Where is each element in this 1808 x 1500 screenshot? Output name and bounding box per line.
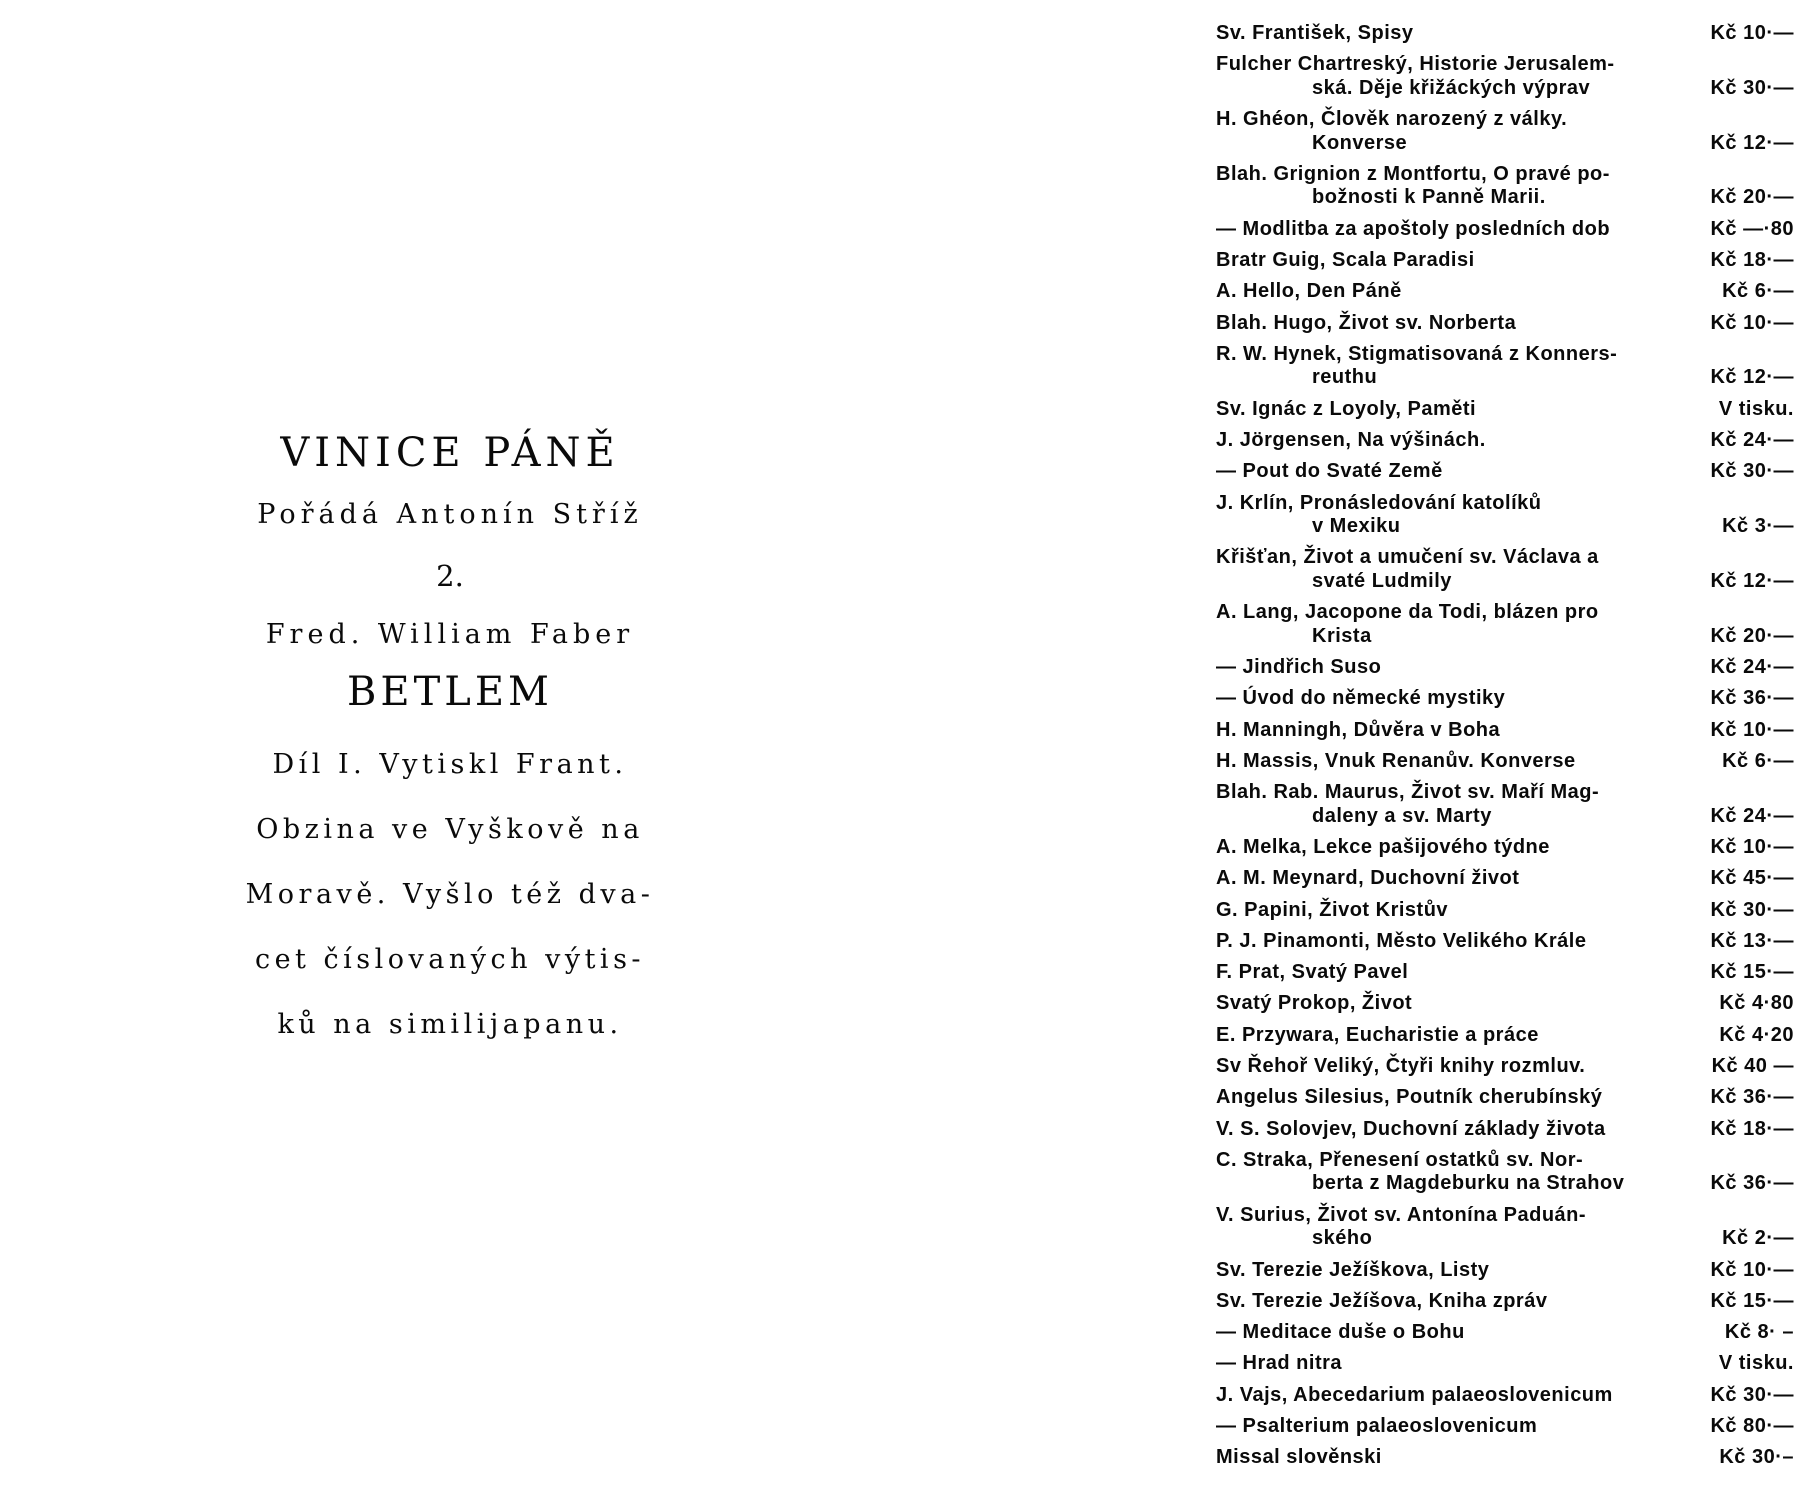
- book-entry-line: A. Lang, Jacopone da Todi, blázen pro: [1216, 601, 1599, 624]
- book-entry-title: [1216, 280, 1402, 304]
- book-entry-line: J. Krlín, Pronásledování katolíků: [1216, 491, 1542, 514]
- book-entry-title: [1216, 1384, 1613, 1408]
- book-entry-title: [1216, 961, 1408, 985]
- book-author: Fred. William Faber: [265, 619, 635, 650]
- book-entry-line: Blah. Hugo, Život sv. Norberta: [1216, 311, 1517, 334]
- book-entry-price: Kč 20·—: [1710, 624, 1794, 647]
- book-entry-price: Kč 30·–: [1719, 1446, 1794, 1469]
- book-list-entry: [1216, 163, 1794, 210]
- book-entry-line: ská. Děje křižáckých výprav: [1312, 76, 1591, 99]
- book-entry-price: V tisku.: [1718, 1352, 1794, 1375]
- book-entry-price: Kč 10·—: [1710, 718, 1794, 741]
- book-entry-title: [1216, 343, 1617, 390]
- book-entry-price: Kč 12·—: [1710, 366, 1794, 389]
- book-entry-line: v Mexiku: [1312, 515, 1401, 538]
- book-entry-line: berta z Magdeburku na Strahov: [1312, 1172, 1625, 1195]
- book-entry-title: [1216, 460, 1443, 484]
- book-list-entry: [1216, 218, 1794, 242]
- book-list-entry: [1216, 492, 1794, 539]
- book-entry-price: Kč 30·—: [1710, 76, 1794, 99]
- book-entry-title: [1216, 1321, 1465, 1345]
- book-list-entry: [1216, 1384, 1794, 1408]
- book-entry-price: Kč 13·—: [1710, 929, 1794, 952]
- book-list-entry: [1216, 1290, 1794, 1314]
- series-title: VINICE PÁNĚ: [280, 430, 620, 476]
- book-entry-title: [1216, 867, 1519, 891]
- book-entry-line: Missal slověnski: [1216, 1446, 1382, 1469]
- book-list-entry: [1216, 867, 1794, 891]
- book-entry-title: [1216, 398, 1476, 422]
- book-entry-title: [1216, 930, 1586, 954]
- book-list-entry: [1216, 899, 1794, 923]
- book-entry-title: [1216, 1415, 1537, 1439]
- book-list-entry: [1216, 836, 1794, 860]
- book-entry-price: Kč 18·—: [1710, 248, 1794, 271]
- book-entry-line: F. Prat, Svatý Pavel: [1216, 961, 1409, 984]
- colophon-line: Díl I. Vytiskl Frant.: [272, 749, 628, 780]
- book-entry-line: H. Manningh, Důvěra v Boha: [1216, 718, 1501, 741]
- book-title: BETLEM: [347, 669, 553, 715]
- book-entry-title: [1216, 1204, 1586, 1251]
- book-entry-price: Kč 30·—: [1710, 1383, 1794, 1406]
- book-entry-line: reuthu: [1312, 366, 1378, 389]
- book-entry-price: Kč 8· –: [1724, 1321, 1794, 1344]
- book-entry-title: [1216, 750, 1576, 774]
- book-list-entry: [1216, 781, 1794, 828]
- book-entry-line: H. Ghéon, Člověk narozený z války.: [1216, 108, 1568, 131]
- book-entry-line: H. Massis, Vnuk Renanův. Konverse: [1216, 749, 1576, 772]
- book-entry-price: Kč 24·—: [1710, 804, 1794, 827]
- book-entry-title: [1216, 1055, 1585, 1079]
- book-entry-price: Kč 15·—: [1710, 1289, 1794, 1312]
- book-entry-line: V. Surius, Život sv. Antonína Paduán-: [1216, 1203, 1587, 1226]
- book-entry-line: Sv. František, Spisy: [1216, 22, 1414, 44]
- book-list-entry: [1216, 1086, 1794, 1110]
- book-list-entry: [1216, 1352, 1794, 1376]
- book-list-entry: [1216, 1204, 1794, 1251]
- book-list-entry: [1216, 1446, 1794, 1470]
- book-list: [1216, 22, 1794, 1478]
- book-entry-title: [1216, 1086, 1602, 1110]
- book-entry-line: J. Jörgensen, Na výšinách.: [1216, 428, 1486, 451]
- book-entry-title: [1216, 429, 1486, 453]
- book-entry-price: Kč 12·—: [1710, 131, 1794, 154]
- book-list-entry: [1216, 930, 1794, 954]
- book-entry-title: [1216, 546, 1599, 593]
- volume-number: 2.: [436, 559, 464, 593]
- book-list-entry: [1216, 460, 1794, 484]
- colophon-line: Moravě. Vyšlo též dva-: [245, 879, 655, 910]
- book-list-entry: [1216, 546, 1794, 593]
- book-list-entry: [1216, 249, 1794, 273]
- book-entry-line: Angelus Silesius, Poutník cherubínský: [1216, 1086, 1603, 1109]
- book-list-entry: [1216, 1024, 1794, 1048]
- colophon-line: Obzina ve Vyškově na: [256, 814, 644, 845]
- book-entry-price: Kč 10·—: [1710, 1258, 1794, 1281]
- book-entry-title: [1216, 163, 1610, 210]
- book-entry-line: A. Melka, Lekce pašijového týdne: [1216, 835, 1550, 858]
- book-entry-title: [1216, 53, 1615, 100]
- book-entry-line: Křišťan, Život a umučení sv. Václava a: [1216, 546, 1599, 569]
- book-list-entry: [1216, 343, 1794, 390]
- book-entry-price: Kč 6·—: [1722, 280, 1794, 303]
- book-entry-title: [1216, 312, 1516, 336]
- book-entry-line: Blah. Rab. Maurus, Život sv. Maří Mag-: [1216, 781, 1600, 804]
- book-entry-line: A. M. Meynard, Duchovní život: [1216, 867, 1520, 890]
- book-list-entry: [1216, 53, 1794, 100]
- book-entry-price: Kč 18·—: [1710, 1117, 1794, 1140]
- book-entry-line: Blah. Grignion z Montfortu, O pravé po-: [1216, 162, 1610, 185]
- book-entry-title: [1216, 1446, 1382, 1470]
- book-list-entry: [1216, 312, 1794, 336]
- book-entry-line: — Úvod do německé mystiky: [1216, 687, 1506, 710]
- book-entry-line: P. J. Pinamonti, Město Velikého Krále: [1216, 929, 1587, 952]
- book-list-entry: [1216, 1415, 1794, 1439]
- book-entry-title: [1216, 1259, 1489, 1283]
- book-entry-line: V. S. Solovjev, Duchovní základy života: [1216, 1117, 1606, 1140]
- book-entry-line: — Hrad nitra: [1216, 1352, 1343, 1375]
- book-entry-title: [1216, 22, 1414, 46]
- book-entry-line: Krista: [1312, 624, 1372, 647]
- book-entry-price: Kč 40 —: [1711, 1055, 1794, 1078]
- book-list-entry: [1216, 687, 1794, 711]
- book-list-entry: [1216, 992, 1794, 1016]
- book-entry-line: G. Papini, Život Kristův: [1216, 898, 1449, 921]
- book-entry-price: Kč 10·—: [1710, 311, 1794, 334]
- book-list-entry: [1216, 961, 1794, 985]
- book-list-entry: [1216, 429, 1794, 453]
- book-entry-title: [1216, 687, 1505, 711]
- book-list-entry: [1216, 750, 1794, 774]
- book-entry-line: Bratr Guig, Scala Paradisi: [1216, 248, 1475, 271]
- book-entry-line: R. W. Hynek, Stigmatisovaná z Konners-: [1216, 342, 1618, 365]
- book-entry-title: [1216, 781, 1599, 828]
- book-entry-price: Kč 24·—: [1710, 655, 1794, 678]
- book-entry-price: Kč 30·—: [1710, 460, 1794, 483]
- book-list-entry: [1216, 398, 1794, 422]
- book-entry-price: V tisku.: [1718, 397, 1794, 420]
- book-list-entry: [1216, 280, 1794, 304]
- book-list-entry: [1216, 1149, 1794, 1196]
- book-entry-line: A. Hello, Den Páně: [1216, 280, 1402, 303]
- book-entry-title: [1216, 108, 1567, 155]
- book-entry-price: Kč 36·—: [1710, 1172, 1794, 1195]
- book-entry-line: božnosti k Panně Marii.: [1312, 186, 1546, 209]
- book-entry-price: Kč 4·80: [1719, 992, 1794, 1015]
- book-entry-line: Konverse: [1312, 131, 1408, 154]
- book-entry-title: [1216, 719, 1500, 743]
- book-entry-line: Sv Řehoř Veliký, Čtyři knihy rozmluv.: [1216, 1055, 1586, 1078]
- book-entry-line: Svatý Prokop, Život: [1216, 992, 1413, 1015]
- book-entry-title: [1216, 1118, 1606, 1142]
- book-entry-title: [1216, 249, 1475, 273]
- book-entry-price: Kč 36·—: [1710, 1086, 1794, 1109]
- book-entry-price: Kč 20·—: [1710, 186, 1794, 209]
- book-entry-line: Sv. Terezie Ježíšova, Kniha zpráv: [1216, 1289, 1548, 1312]
- book-entry-line: — Pout do Svaté Země: [1216, 460, 1443, 483]
- title-page: [200, 430, 700, 1057]
- book-entry-title: [1216, 1352, 1342, 1376]
- book-entry-price: Kč 4·20: [1719, 1023, 1794, 1046]
- book-entry-price: Kč 80·—: [1710, 1414, 1794, 1437]
- book-entry-title: [1216, 218, 1610, 242]
- book-entry-price: Kč —·80: [1710, 217, 1794, 240]
- book-entry-price: Kč 3·—: [1722, 515, 1794, 538]
- book-list-entry: [1216, 1118, 1794, 1142]
- book-list-entry: [1216, 1259, 1794, 1283]
- series-editor: Pořádá Antonín Stříž: [257, 499, 643, 530]
- book-list-entry: [1216, 22, 1794, 46]
- book-entry-line: — Modlitba za apoštoly posledních dob: [1216, 217, 1611, 240]
- book-entry-line: daleny a sv. Marty: [1312, 804, 1492, 827]
- book-entry-line: C. Straka, Přenesení ostatků sv. Nor-: [1216, 1148, 1584, 1171]
- book-entry-title: [1216, 992, 1412, 1016]
- colophon: [200, 732, 700, 1057]
- book-list-entry: [1216, 1055, 1794, 1079]
- book-entry-line: — Meditace duše o Bohu: [1216, 1321, 1465, 1344]
- book-list-entry: [1216, 656, 1794, 680]
- book-list-entry: [1216, 601, 1794, 648]
- book-entry-title: [1216, 656, 1381, 680]
- book-entry-price: Kč 2·—: [1722, 1227, 1794, 1250]
- colophon-line: ků na similijapanu.: [277, 1009, 623, 1040]
- book-entry-title: [1216, 899, 1448, 923]
- book-entry-line: — Jindřich Suso: [1216, 655, 1382, 678]
- book-entry-price: Kč 36·—: [1710, 687, 1794, 710]
- book-entry-title: [1216, 1024, 1539, 1048]
- book-entry-title: [1216, 1290, 1547, 1314]
- book-entry-price: Kč 10·—: [1710, 835, 1794, 858]
- book-entry-price: Kč 24·—: [1710, 428, 1794, 451]
- book-list-entry: [1216, 1321, 1794, 1345]
- book-entry-line: Sv. Ignác z Loyoly, Paměti: [1216, 397, 1477, 420]
- book-entry-line: E. Przywara, Eucharistie a práce: [1216, 1023, 1539, 1046]
- book-entry-price: Kč 45·—: [1710, 867, 1794, 890]
- book-entry-price: Kč 6·—: [1722, 749, 1794, 772]
- book-entry-title: [1216, 1149, 1624, 1196]
- book-entry-line: — Psalterium palaeoslovenicum: [1216, 1414, 1538, 1437]
- book-entry-title: [1216, 836, 1550, 860]
- book-entry-price: Kč 15·—: [1710, 961, 1794, 984]
- book-entry-line: svaté Ludmily: [1312, 569, 1452, 592]
- book-list-entry: [1216, 108, 1794, 155]
- book-entry-title: [1216, 601, 1599, 648]
- book-entry-line: J. Vajs, Abecedarium palaeoslovenicum: [1216, 1383, 1613, 1406]
- book-entry-price: Kč 12·—: [1710, 569, 1794, 592]
- colophon-line: cet číslovaných výtis-: [254, 944, 646, 975]
- book-entry-title: [1216, 492, 1541, 539]
- book-entry-price: Kč 10·—: [1710, 22, 1794, 44]
- book-list-entry: [1216, 719, 1794, 743]
- book-entry-line: Sv. Terezie Ježíškova, Listy: [1216, 1258, 1490, 1281]
- book-entry-line: Fulcher Chartreský, Historie Jerusalem-: [1216, 53, 1615, 76]
- book-entry-price: Kč 30·—: [1710, 898, 1794, 921]
- book-entry-line: ského: [1312, 1227, 1373, 1250]
